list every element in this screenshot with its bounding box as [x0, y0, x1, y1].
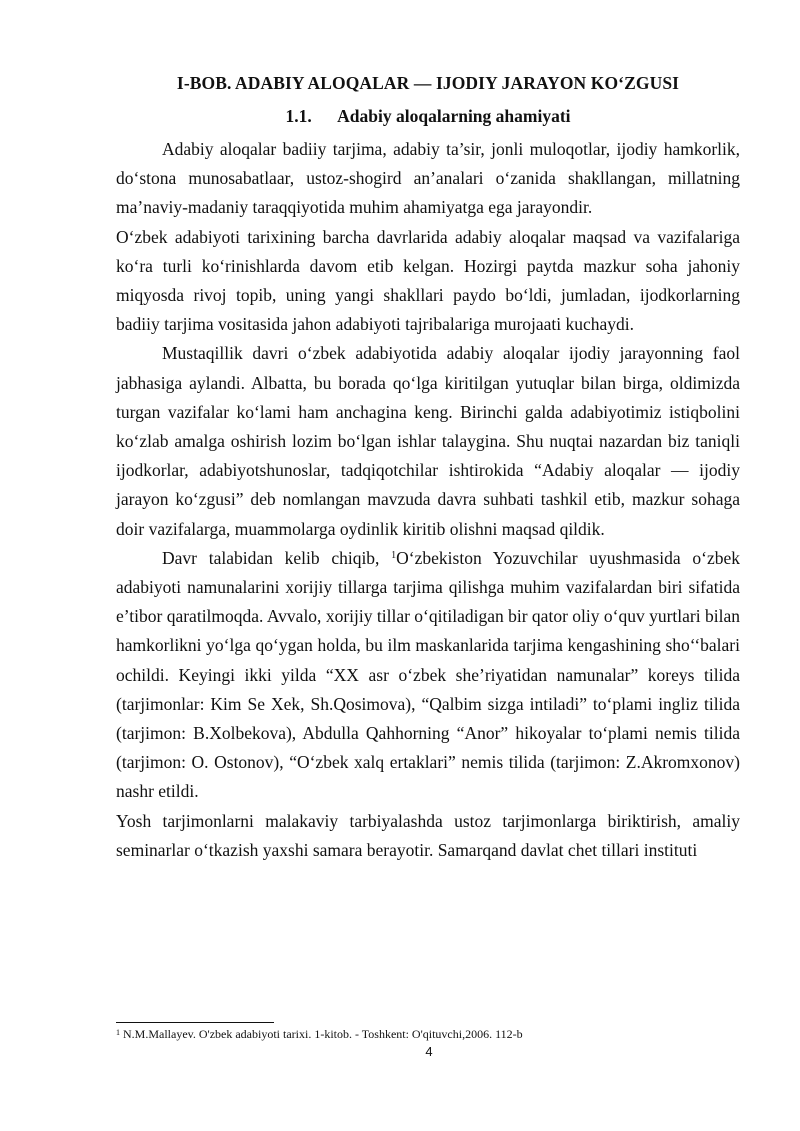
paragraph-2: O‘zbek adabiyoti tarixining barcha davrlarida adabiy aloqalar maqsad va vazifalariga ko‘ra turli ko‘rinishlarda davom etib kelgan. Hozirgi paytda mazkur soha jahoniy miqyosda rivoj topib, uning yangi shakllari paydo bo‘ldi, jumladan, ijodkorlarning badiiy tarjima vositasida jahon adabiyoti tajribalariga murojaati kuchaydi. [116, 226, 740, 335]
paragraph-5: Yosh tarjimonlarni malakaviy tarbiyalashda ustoz tarjimonlarga biriktirish, amaliy seminarlar o‘tkazish yaxshi samara berayotir. Samarqand davlat chet tillari instituti [116, 810, 740, 860]
paragraph-3: Mustaqillik davri o‘zbek adabiyotida adabiy aloqalar ijodiy jarayonning faol jabhasiga aylandi. Albatta, bu borada qo‘lga kiritilgan yutuqlar bilan birga, oldimizda turgan vazifalar ko‘lami ham anchagina keng. Birinchi galda adabiyotimiz istiqbolini ko‘zlab amalga oshirish lozim bo‘lgan ishlar talaygina. Shu nuqtai nazardan biz taniqli ijodkorlar, adabiyotshunoslar, tadqiqotchilar ishtirokida “Adabiy aloqalar — ijodiy jarayon ko‘zgusi” deb nomlangan mavzuda davra suhbati tashkil etib, mazkur sohaga doir vazifalarga, muammolarga oydinlik kiritib olishni maqsad qildik. [116, 343, 740, 539]
section-title: Adabiy aloqalarning ahamiyati [337, 106, 571, 126]
section-heading [116, 106, 740, 127]
footnote-reference[interactable]: 1 [391, 549, 397, 561]
paragraph-4-rest: O‘zbekiston Yozuvchilar uyushmasida o‘zbek adabiyoti namunalarini xorijiy tillarga tarjima qilishga muhim vazifalardan biri sifatida e’tibor qaratilmoqda. Avvalo, xorijiy tillar o‘qitiladigan bir qator oliy o‘quv yurtlari bilan hamkorlikni yo‘lga qo‘ygan holda, bu ilm maskanlarida tarjima kengashining sho‘‘balari ochildi. Keyingi ikki yilda “XX asr o‘zbek she’riyatidan namunalar” koreys tilida (tarjimonlar: Kim Se Xek, Sh.Qosimova), “Qalbim sizga intiladi” to‘plami ingliz tilida (tarjimon: B.Xolbekova), Abdulla Qahhorning “Anor” hikoyalar to‘plami nemis tilida (tarjimon: O. Ostonov), “O‘zbek xalq ertaklari” nemis tilida (tarjimon: Z.Akromxonov) nashr etildi. [116, 547, 740, 802]
footnote [116, 1027, 740, 1042]
footnote-separator [116, 1022, 274, 1023]
footnote-text: N.M.Mallayev. O'zbek adabiyoti tarixi. 1-kitob. - Toshkent: O'qituvchi,2006. 112-b [123, 1027, 523, 1041]
paragraph-1: Adabiy aloqalar badiiy tarjima, adabiy ta’sir, jonli muloqotlar, ijodiy hamkorlik, do‘stona munosabatlaar, ustoz-shogird an’analari o‘zanida shakllangan, millatning ma’naviy-madaniy taraqqiyotida muhim ahamiyatga ega jarayondir. [116, 139, 740, 218]
page-number: 4 [425, 1044, 433, 1059]
paragraph-4-start: Davr talabidan kelib chiqib, [162, 547, 392, 568]
footnote-marker: 1 [116, 1028, 120, 1037]
body-text [116, 135, 740, 865]
section-number: 1.1. [285, 106, 312, 126]
paragraph-4 [116, 544, 740, 807]
chapter-title: I-BOB. ADABIY ALOQALAR — IJODIY JARAYON KO‘ZGUSI [176, 73, 680, 93]
